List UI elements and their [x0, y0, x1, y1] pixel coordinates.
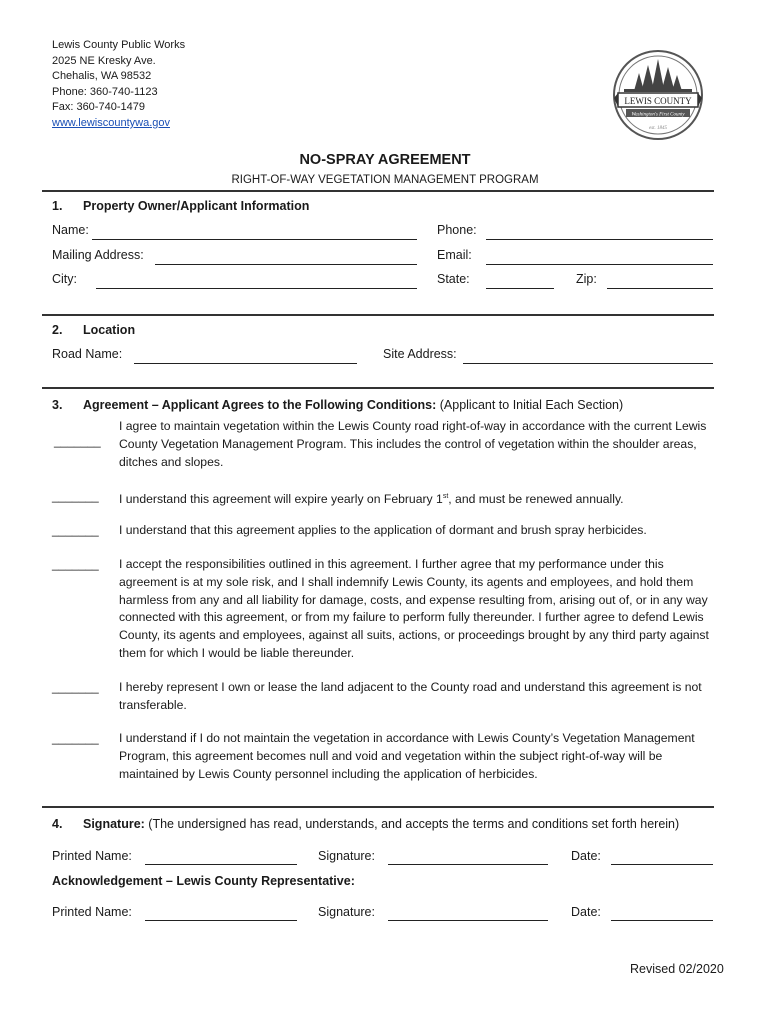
agreement-item-5: I hereby represent I own or lease the land adjacent to the County road and understand this agreement is not transferable. — [119, 680, 702, 712]
site-address-label: Site Address: — [383, 347, 457, 361]
revision-date: Revised 02/2020 — [630, 962, 724, 976]
rep-signature-field[interactable] — [388, 920, 548, 921]
agreement-item-3: I understand that this agreement applies to the application of dormant and brush spray herbicides. — [119, 523, 647, 537]
phone-field[interactable] — [486, 239, 713, 240]
agreement-item-4: I accept the responsibilities outlined in this agreement. I further agree that my performance under this agreement is at my sole risk, and I shall indemnify Lewis County, its agents and employees, and hold them harmless from any and all liability for damage, costs, and expense resulting from, arising out of, or in any way connected with this agreement, or from my failure to perform fully thereunder. I further agree to defend Lewis County, its agents and employees, against all suits, actions, or proceedings brought by any third party against them for which I would be liable thereunder. — [119, 557, 709, 660]
document-title: NO-SPRAY AGREEMENT — [299, 152, 471, 168]
divider — [42, 190, 714, 192]
phone-number: Phone: 360-740-1123 — [52, 85, 158, 98]
rep-printed-name-field[interactable] — [145, 920, 297, 921]
section-1-heading: Property Owner/Applicant Information — [83, 199, 310, 213]
address-block — [52, 38, 185, 132]
rep-date-field[interactable] — [611, 920, 713, 921]
section-4-number: 4. — [52, 817, 63, 831]
signature-field[interactable] — [388, 864, 548, 865]
section-3-heading — [83, 398, 623, 412]
signature-label: Signature: — [318, 849, 375, 863]
agreement-item-2 — [119, 488, 719, 509]
phone-label: Phone: — [437, 223, 477, 237]
name-field[interactable] — [92, 239, 417, 240]
zip-label: Zip: — [576, 272, 597, 286]
zip-field[interactable] — [607, 288, 713, 289]
section-3-number: 3. — [52, 398, 63, 412]
city-label: City: — [52, 272, 77, 286]
acknowledgement-heading: Acknowledgement – Lewis County Representative: — [52, 874, 355, 888]
section-3-heading-text: Agreement – Applicant Agrees to the Following Conditions: — [83, 398, 437, 412]
rep-signature-label: Signature: — [318, 905, 375, 919]
initial-field[interactable]: _______ — [52, 731, 99, 745]
agreement-item-6: I understand if I do not maintain the vegetation in accordance with Lewis County’s Vegetation Management Program, this agreement becomes null and void and vegetation within the subject right-of-way will be maintained by Lewis County personnel including the application of herbicides. — [119, 731, 695, 781]
mailing-address-field[interactable] — [155, 264, 417, 265]
road-name-field[interactable] — [134, 363, 357, 364]
agreement-item-1: I agree to maintain vegetation within the Lewis County road right-of-way in accordance with the current Lewis County Vegetation Management Program. This includes the control of vegetation within the shoulder areas, ditches and slopes. — [119, 419, 707, 469]
city-field[interactable] — [96, 288, 417, 289]
section-4-heading — [83, 817, 679, 831]
agreement-item-2-superscript: st — [442, 493, 449, 500]
initial-field[interactable]: _______ — [52, 680, 99, 694]
initial-field[interactable]: _______ — [52, 489, 99, 503]
initial-field[interactable]: _______ — [54, 434, 101, 448]
date-label: Date: — [571, 849, 601, 863]
site-address-field[interactable] — [463, 363, 713, 364]
initial-field[interactable]: _______ — [52, 557, 99, 571]
document-subtitle: RIGHT-OF-WAY VEGETATION MANAGEMENT PROGRAM — [231, 174, 539, 186]
divider — [42, 387, 714, 389]
website-link[interactable]: www.lewiscountywa.gov — [52, 116, 170, 129]
printed-name-field[interactable] — [145, 864, 297, 865]
rep-printed-name-label: Printed Name: — [52, 905, 132, 919]
divider — [42, 806, 714, 808]
agreement-item-2-text-end: , and must be renewed annually. — [448, 492, 624, 507]
section-1-number: 1. — [52, 199, 63, 213]
section-4-heading-text: Signature: — [83, 817, 145, 831]
state-label: State: — [437, 272, 470, 286]
svg-text:LEWIS COUNTY: LEWIS COUNTY — [624, 96, 692, 106]
printed-name-label: Printed Name: — [52, 849, 132, 863]
county-seal-logo — [612, 49, 704, 141]
date-field[interactable] — [611, 864, 713, 865]
svg-text:Washington's First County: Washington's First County — [631, 112, 685, 118]
name-label: Name: — [52, 223, 89, 237]
divider — [42, 314, 714, 316]
city-state-zip: Chehalis, WA 98532 — [52, 70, 152, 83]
fax-number: Fax: 360-740-1479 — [52, 101, 145, 114]
agreement-item-2-text: I understand this agreement will expire yearly on February 1 — [119, 492, 443, 507]
section-4-heading-note: (The undersigned has read, understands, and accepts the terms and conditions set forth herein) — [144, 817, 680, 831]
svg-text:est. 1845: est. 1845 — [648, 126, 668, 131]
road-name-label: Road Name: — [52, 347, 123, 361]
org-name: Lewis County Public Works — [52, 39, 186, 51]
email-field[interactable] — [486, 264, 713, 265]
section-3-heading-note: (Applicant to Initial Each Section) — [436, 398, 624, 412]
rep-date-label: Date: — [571, 905, 601, 919]
street-address: 2025 NE Kresky Ave. — [52, 54, 156, 67]
initial-field[interactable]: _______ — [52, 523, 99, 537]
state-field[interactable] — [486, 288, 554, 289]
mailing-address-label: Mailing Address: — [52, 248, 144, 262]
section-2-number: 2. — [52, 323, 63, 337]
section-2-heading: Location — [83, 323, 136, 337]
email-label: Email: — [437, 248, 472, 262]
